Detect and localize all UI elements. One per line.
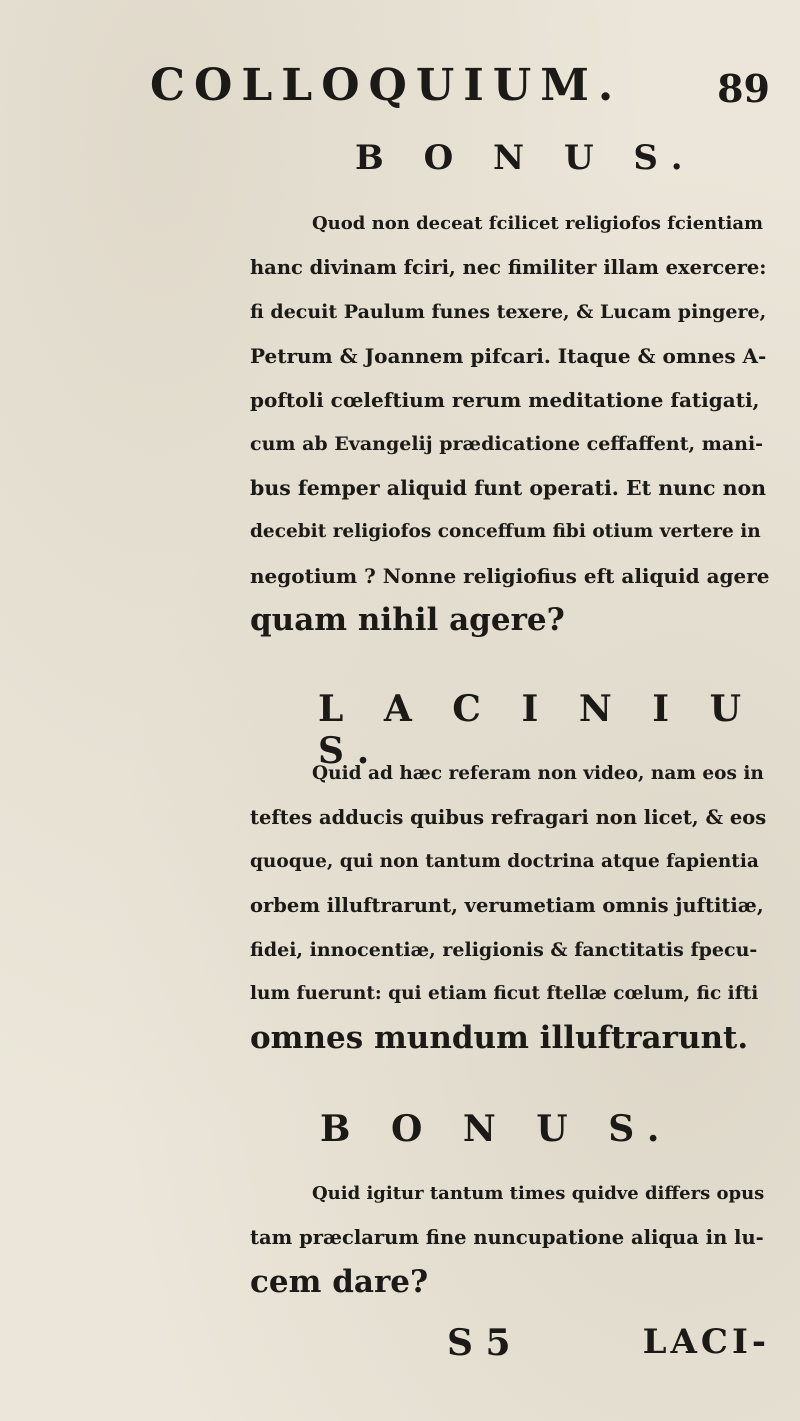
text-line: Petrum & Joannem pifcari. Itaque & omnes A- <box>250 344 767 368</box>
text-line: Quod non deceat fcilicet religiofos fcientiam <box>312 213 764 234</box>
speaker-heading: L A C I N I U S. <box>318 688 756 772</box>
text-line: omnes mundum illuftrarunt. <box>250 1020 749 1056</box>
text-line: lum fuerunt: qui etiam ficut ftellæ cœlum, fic ifti <box>250 983 759 1004</box>
speech-paragraph <box>250 202 770 642</box>
text-line: tam præclarum fine nuncupatione aliqua in lu- <box>250 1226 764 1249</box>
page-number: 89 <box>717 66 770 111</box>
text-line: Quid ad hæc referam non video, nam eos in <box>312 763 764 784</box>
text-line: fidei, innocentiæ, religionis & fanctitatis fpecu- <box>250 939 758 961</box>
text-line: decebit religiofos conceffum fibi otium vertere in <box>250 521 761 542</box>
text-line: bus femper aliquid funt operati. Et nunc non <box>250 476 767 500</box>
catchword: LACI- <box>642 1322 770 1362</box>
text-line: negotium ? Nonne religiofius eft aliquid agere <box>250 564 770 588</box>
running-title: COLLOQUIUM. <box>150 60 623 111</box>
text-line: Quid igitur tantum times quidve differs opus <box>312 1183 765 1204</box>
text-line: fi decuit Paulum funes texere, & Lucam pingere, <box>250 301 767 323</box>
running-header <box>150 60 770 120</box>
text-line: quoque, qui non tantum doctrina atque fapientia <box>250 851 759 872</box>
speaker-heading: B O N U S. <box>320 1108 674 1150</box>
text-line: teftes adducis quibus refragari non licet, & eos <box>250 806 767 829</box>
text-line: cem dare? <box>250 1264 429 1300</box>
text-line: cum ab Evangelij prædicatione ceffaffent, mani- <box>250 433 764 455</box>
page-footer <box>447 1322 770 1378</box>
speaker-heading: B O N U S. <box>355 138 697 178</box>
text-line: orbem illuftrarunt, verumetiam omnis juftitiæ, <box>250 894 764 917</box>
text-line: quam nihil agere? <box>250 602 565 638</box>
text-line: hanc divinam fciri, nec fimiliter illam exercere: <box>250 256 767 279</box>
speech-paragraph <box>250 752 770 1060</box>
text-line: poftoli cœleftium rerum meditatione fatigati, <box>250 388 760 412</box>
signature-mark: S 5 <box>447 1322 511 1364</box>
speech-paragraph <box>250 1172 770 1304</box>
